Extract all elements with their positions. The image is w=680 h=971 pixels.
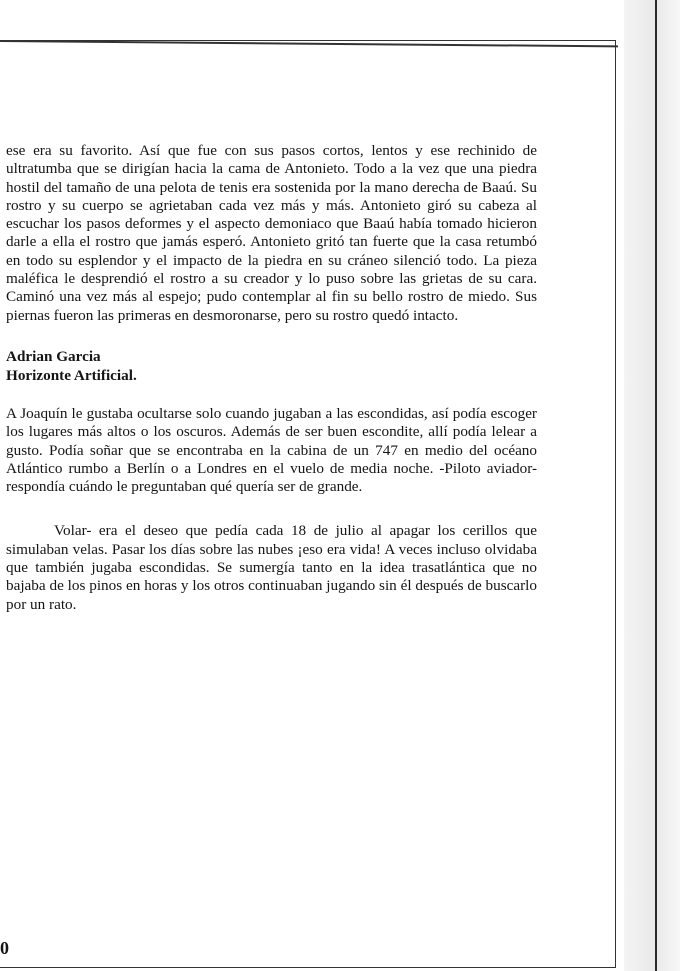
story-paragraph-1: A Joaquín le gustaba ocultarse solo cuando jugaban a las escondidas, así podía escoger los lugares más altos o los oscuros. Además de ser buen escondite, allí podía lelear a gusto. Podía soñar que se encontraba en la cabina de un 747 en medio del océano Atlántico rumbo a Berlín o a Londres en el vuelo de media noche. -Piloto aviador- respondía cuándo le preguntaban qué quería ser de grande. [6, 404, 537, 496]
story-paragraph-2: Volar- era el deseo que pedía cada 18 de julio al apagar los cerillos que simulaban velas. Pasar los días sobre las nubes ¡eso era vida! A veces incluso olvidaba que también jugaba escondidas. Se sumergía tanto en la idea trasatlántica que no bajaba de los pinos en horas y los otros continuaban jugando sin él después de buscarlo por un rato. [6, 522, 537, 613]
author-name: Adrian Garcia [6, 347, 101, 365]
adjacent-page-shadow [624, 0, 680, 971]
page-number: 0 [0, 938, 9, 958]
page-body [6, 142, 537, 614]
page-edge-line [655, 0, 657, 971]
story-ending-paragraph: ese era su favorito. Así que fue con sus pasos cortos, lentos y ese rechinido de ultratumba que se dirigían hacia la cama de Antonieto. Todo a la vez que una piedra hostil del tamaño de una pelota de tenis era sostenida por la mano derecha de Baaú. Su rostro y su cuerpo se agrietaban cada vez más y más. Antonieto giró su cabeza al escuchar los pasos deformes y el aspecto demoniaco que Baaú había tomado hicieron darle a ella el rostro que jamás esperó. Antonieto gritó tan fuerte que la casa retumbó en todo su esplendor y el impacto de la piedra en su cráneo silenció todo. La pieza maléfica le desprendió el rostro a su creador y lo puso sobre las grietas de su cara. Caminó una vez más al espejo; pudo contemplar al fin su bello rostro de miedo. Sus piernas fueron las primeras en desmoronarse, pero su rostro quedó intacto. [6, 142, 537, 324]
story-title: Horizonte Artificial. [6, 366, 137, 384]
